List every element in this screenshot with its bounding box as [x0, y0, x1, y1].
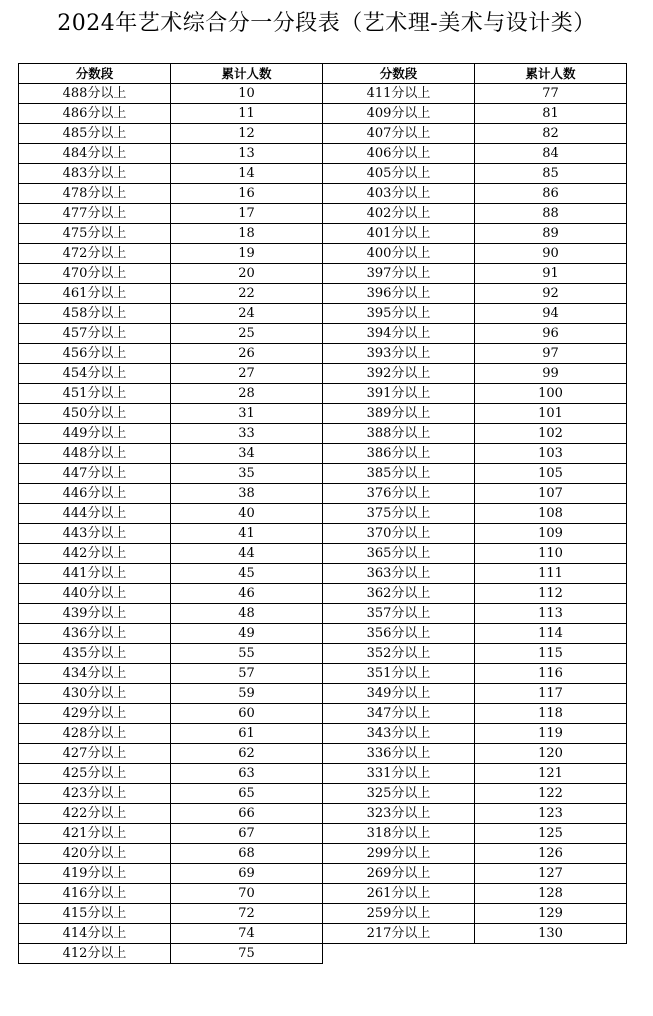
- table-row: [19, 564, 323, 584]
- cumulative-count-cell: 33: [171, 424, 323, 444]
- cumulative-count-cell: 108: [475, 504, 627, 524]
- cumulative-count-cell: 102: [475, 424, 627, 444]
- cumulative-count-cell: 81: [475, 104, 627, 124]
- score-range-cell: 397分以上: [323, 264, 475, 284]
- score-range-cell: 442分以上: [19, 544, 171, 564]
- table-row: [19, 864, 323, 884]
- score-range-cell: 261分以上: [323, 884, 475, 904]
- score-range-cell: 391分以上: [323, 384, 475, 404]
- table-row: [323, 224, 627, 244]
- table-row: [19, 744, 323, 764]
- cumulative-count-cell: 105: [475, 464, 627, 484]
- cumulative-count-cell: 72: [171, 904, 323, 924]
- table-row: [323, 124, 627, 144]
- cumulative-count-cell: 26: [171, 344, 323, 364]
- score-range-cell: 394分以上: [323, 324, 475, 344]
- table-row: [19, 164, 323, 184]
- table-row: [19, 304, 323, 324]
- table-row: [323, 904, 627, 924]
- cumulative-count-cell: 122: [475, 784, 627, 804]
- table-row: [19, 724, 323, 744]
- cumulative-count-cell: 48: [171, 604, 323, 624]
- score-range-cell: 407分以上: [323, 124, 475, 144]
- cumulative-count-cell: 92: [475, 284, 627, 304]
- cumulative-count-cell: 109: [475, 524, 627, 544]
- cumulative-count-cell: 90: [475, 244, 627, 264]
- cumulative-count-cell: 88: [475, 204, 627, 224]
- table-row: [19, 104, 323, 124]
- score-range-cell: 406分以上: [323, 144, 475, 164]
- cumulative-count-cell: 110: [475, 544, 627, 564]
- header-score-range: 分数段: [323, 64, 475, 84]
- table-row: [19, 844, 323, 864]
- table-row: [19, 424, 323, 444]
- score-range-cell: 423分以上: [19, 784, 171, 804]
- table-row: [323, 504, 627, 524]
- score-range-cell: 441分以上: [19, 564, 171, 584]
- table-row: [19, 324, 323, 344]
- table-row: [323, 244, 627, 264]
- table-row: [323, 384, 627, 404]
- score-table-right: [322, 63, 627, 944]
- table-row: [19, 184, 323, 204]
- cumulative-count-cell: 18: [171, 224, 323, 244]
- header-cumulative-count: 累计人数: [475, 64, 627, 84]
- cumulative-count-cell: 114: [475, 624, 627, 644]
- score-range-cell: 439分以上: [19, 604, 171, 624]
- table-row: [19, 664, 323, 684]
- table-header-row: [323, 64, 627, 84]
- cumulative-count-cell: 16: [171, 184, 323, 204]
- score-range-cell: 392分以上: [323, 364, 475, 384]
- table-row: [19, 644, 323, 664]
- table-row: [323, 304, 627, 324]
- score-range-cell: 436分以上: [19, 624, 171, 644]
- cumulative-count-cell: 100: [475, 384, 627, 404]
- cumulative-count-cell: 127: [475, 864, 627, 884]
- cumulative-count-cell: 118: [475, 704, 627, 724]
- table-row: [323, 284, 627, 304]
- table-row: [19, 444, 323, 464]
- cumulative-count-cell: 121: [475, 764, 627, 784]
- score-range-cell: 396分以上: [323, 284, 475, 304]
- table-row: [323, 484, 627, 504]
- score-range-cell: 269分以上: [323, 864, 475, 884]
- table-row: [19, 364, 323, 384]
- score-range-cell: 478分以上: [19, 184, 171, 204]
- score-range-cell: 356分以上: [323, 624, 475, 644]
- score-range-cell: 395分以上: [323, 304, 475, 324]
- score-range-cell: 444分以上: [19, 504, 171, 524]
- cumulative-count-cell: 20: [171, 264, 323, 284]
- table-row: [323, 324, 627, 344]
- table-row: [19, 524, 323, 544]
- score-range-cell: 446分以上: [19, 484, 171, 504]
- table-row: [323, 424, 627, 444]
- score-range-cell: 386分以上: [323, 444, 475, 464]
- table-row: [323, 844, 627, 864]
- cumulative-count-cell: 46: [171, 584, 323, 604]
- score-range-cell: 318分以上: [323, 824, 475, 844]
- table-row: [323, 344, 627, 364]
- score-range-cell: 323分以上: [323, 804, 475, 824]
- score-range-cell: 389分以上: [323, 404, 475, 424]
- table-row: [323, 744, 627, 764]
- cumulative-count-cell: 89: [475, 224, 627, 244]
- score-range-cell: 385分以上: [323, 464, 475, 484]
- cumulative-count-cell: 112: [475, 584, 627, 604]
- score-range-cell: 412分以上: [19, 944, 171, 964]
- table-row: [323, 184, 627, 204]
- cumulative-count-cell: 12: [171, 124, 323, 144]
- score-range-cell: 427分以上: [19, 744, 171, 764]
- table-row: [19, 384, 323, 404]
- score-range-cell: 388分以上: [323, 424, 475, 444]
- score-range-cell: 415分以上: [19, 904, 171, 924]
- cumulative-count-cell: 103: [475, 444, 627, 464]
- cumulative-count-cell: 61: [171, 724, 323, 744]
- table-body-right: [323, 84, 627, 944]
- table-row: [19, 204, 323, 224]
- table-row: [323, 804, 627, 824]
- score-table-left: [18, 63, 323, 964]
- table-row: [323, 884, 627, 904]
- score-range-cell: 357分以上: [323, 604, 475, 624]
- score-range-cell: 429分以上: [19, 704, 171, 724]
- score-range-cell: 351分以上: [323, 664, 475, 684]
- cumulative-count-cell: 55: [171, 644, 323, 664]
- cumulative-count-cell: 22: [171, 284, 323, 304]
- score-range-cell: 347分以上: [323, 704, 475, 724]
- cumulative-count-cell: 28: [171, 384, 323, 404]
- table-row: [19, 604, 323, 624]
- table-row: [323, 624, 627, 644]
- cumulative-count-cell: 129: [475, 904, 627, 924]
- score-range-cell: 422分以上: [19, 804, 171, 824]
- cumulative-count-cell: 70: [171, 884, 323, 904]
- score-range-cell: 472分以上: [19, 244, 171, 264]
- score-range-cell: 447分以上: [19, 464, 171, 484]
- score-range-cell: 449分以上: [19, 424, 171, 444]
- table-row: [19, 224, 323, 244]
- score-range-cell: 440分以上: [19, 584, 171, 604]
- cumulative-count-cell: 125: [475, 824, 627, 844]
- table-row: [323, 824, 627, 844]
- table-row: [19, 464, 323, 484]
- table-row: [323, 84, 627, 104]
- cumulative-count-cell: 96: [475, 324, 627, 344]
- table-row: [19, 624, 323, 644]
- score-range-cell: 375分以上: [323, 504, 475, 524]
- score-range-cell: 411分以上: [323, 84, 475, 104]
- score-range-cell: 454分以上: [19, 364, 171, 384]
- cumulative-count-cell: 38: [171, 484, 323, 504]
- cumulative-count-cell: 10: [171, 84, 323, 104]
- cumulative-count-cell: 107: [475, 484, 627, 504]
- cumulative-count-cell: 115: [475, 644, 627, 664]
- score-range-cell: 376分以上: [323, 484, 475, 504]
- table-row: [323, 764, 627, 784]
- table-row: [19, 344, 323, 364]
- table-row: [323, 704, 627, 724]
- table-row: [19, 924, 323, 944]
- score-range-cell: 420分以上: [19, 844, 171, 864]
- table-row: [323, 464, 627, 484]
- score-range-cell: 428分以上: [19, 724, 171, 744]
- cumulative-count-cell: 77: [475, 84, 627, 104]
- table-row: [323, 444, 627, 464]
- table-row: [19, 244, 323, 264]
- score-range-cell: 419分以上: [19, 864, 171, 884]
- cumulative-count-cell: 130: [475, 924, 627, 944]
- score-range-cell: 421分以上: [19, 824, 171, 844]
- score-range-cell: 393分以上: [323, 344, 475, 364]
- cumulative-count-cell: 65: [171, 784, 323, 804]
- score-range-cell: 488分以上: [19, 84, 171, 104]
- score-range-cell: 409分以上: [323, 104, 475, 124]
- cumulative-count-cell: 69: [171, 864, 323, 884]
- score-range-cell: 362分以上: [323, 584, 475, 604]
- cumulative-count-cell: 85: [475, 164, 627, 184]
- score-range-cell: 402分以上: [323, 204, 475, 224]
- cumulative-count-cell: 31: [171, 404, 323, 424]
- table-row: [19, 284, 323, 304]
- score-range-cell: 400分以上: [323, 244, 475, 264]
- cumulative-count-cell: 66: [171, 804, 323, 824]
- table-row: [323, 864, 627, 884]
- table-row: [19, 764, 323, 784]
- cumulative-count-cell: 82: [475, 124, 627, 144]
- score-range-cell: 443分以上: [19, 524, 171, 544]
- cumulative-count-cell: 117: [475, 684, 627, 704]
- score-range-cell: 336分以上: [323, 744, 475, 764]
- table-row: [323, 564, 627, 584]
- cumulative-count-cell: 60: [171, 704, 323, 724]
- cumulative-count-cell: 45: [171, 564, 323, 584]
- cumulative-count-cell: 68: [171, 844, 323, 864]
- score-range-cell: 461分以上: [19, 284, 171, 304]
- table-row: [323, 724, 627, 744]
- cumulative-count-cell: 44: [171, 544, 323, 564]
- table-row: [19, 804, 323, 824]
- page-title: 2024年艺术综合分一分段表（艺术理-美术与设计类）: [57, 11, 596, 36]
- score-range-cell: 343分以上: [323, 724, 475, 744]
- score-range-cell: 259分以上: [323, 904, 475, 924]
- table-row: [323, 784, 627, 804]
- score-range-cell: 217分以上: [323, 924, 475, 944]
- score-range-cell: 414分以上: [19, 924, 171, 944]
- score-range-cell: 325分以上: [323, 784, 475, 804]
- cumulative-count-cell: 11: [171, 104, 323, 124]
- score-range-cell: 485分以上: [19, 124, 171, 144]
- score-range-cell: 405分以上: [323, 164, 475, 184]
- header-cumulative-count: 累计人数: [171, 64, 323, 84]
- score-range-cell: 456分以上: [19, 344, 171, 364]
- score-range-cell: 486分以上: [19, 104, 171, 124]
- table-row: [19, 264, 323, 284]
- table-row: [19, 824, 323, 844]
- cumulative-count-cell: 59: [171, 684, 323, 704]
- table-row: [323, 164, 627, 184]
- cumulative-count-cell: 75: [171, 944, 323, 964]
- cumulative-count-cell: 97: [475, 344, 627, 364]
- table-row: [19, 544, 323, 564]
- score-range-cell: 448分以上: [19, 444, 171, 464]
- table-row: [323, 404, 627, 424]
- score-range-cell: 457分以上: [19, 324, 171, 344]
- cumulative-count-cell: 63: [171, 764, 323, 784]
- table-row: [19, 144, 323, 164]
- cumulative-count-cell: 49: [171, 624, 323, 644]
- cumulative-count-cell: 57: [171, 664, 323, 684]
- score-range-cell: 352分以上: [323, 644, 475, 664]
- score-range-cell: 370分以上: [323, 524, 475, 544]
- cumulative-count-cell: 34: [171, 444, 323, 464]
- table-row: [323, 584, 627, 604]
- score-range-cell: 425分以上: [19, 764, 171, 784]
- score-range-cell: 450分以上: [19, 404, 171, 424]
- cumulative-count-cell: 24: [171, 304, 323, 324]
- cumulative-count-cell: 84: [475, 144, 627, 164]
- table-row: [323, 644, 627, 664]
- table-row: [19, 704, 323, 724]
- score-range-cell: 458分以上: [19, 304, 171, 324]
- score-range-cell: 435分以上: [19, 644, 171, 664]
- score-range-cell: 470分以上: [19, 264, 171, 284]
- cumulative-count-cell: 13: [171, 144, 323, 164]
- table-row: [19, 404, 323, 424]
- score-range-cell: 416分以上: [19, 884, 171, 904]
- cumulative-count-cell: 119: [475, 724, 627, 744]
- cumulative-count-cell: 17: [171, 204, 323, 224]
- table-header-row: [19, 64, 323, 84]
- table-row: [323, 664, 627, 684]
- cumulative-count-cell: 128: [475, 884, 627, 904]
- score-range-cell: 363分以上: [323, 564, 475, 584]
- score-range-cell: 451分以上: [19, 384, 171, 404]
- table-row: [19, 784, 323, 804]
- score-range-cell: 475分以上: [19, 224, 171, 244]
- table-row: [19, 504, 323, 524]
- cumulative-count-cell: 101: [475, 404, 627, 424]
- score-range-cell: 484分以上: [19, 144, 171, 164]
- cumulative-count-cell: 113: [475, 604, 627, 624]
- table-row: [323, 364, 627, 384]
- cumulative-count-cell: 74: [171, 924, 323, 944]
- cumulative-count-cell: 19: [171, 244, 323, 264]
- score-range-cell: 299分以上: [323, 844, 475, 864]
- cumulative-count-cell: 123: [475, 804, 627, 824]
- score-range-cell: 349分以上: [323, 684, 475, 704]
- score-range-cell: 483分以上: [19, 164, 171, 184]
- cumulative-count-cell: 91: [475, 264, 627, 284]
- cumulative-count-cell: 99: [475, 364, 627, 384]
- cumulative-count-cell: 41: [171, 524, 323, 544]
- table-row: [323, 144, 627, 164]
- table-row: [19, 944, 323, 964]
- score-range-cell: 434分以上: [19, 664, 171, 684]
- table-body-left: [19, 84, 323, 964]
- score-range-cell: 401分以上: [323, 224, 475, 244]
- table-row: [323, 264, 627, 284]
- table-row: [19, 584, 323, 604]
- table-row: [19, 904, 323, 924]
- cumulative-count-cell: 86: [475, 184, 627, 204]
- cumulative-count-cell: 62: [171, 744, 323, 764]
- table-row: [323, 684, 627, 704]
- table-row: [19, 684, 323, 704]
- table-row: [19, 124, 323, 144]
- cumulative-count-cell: 116: [475, 664, 627, 684]
- cumulative-count-cell: 14: [171, 164, 323, 184]
- cumulative-count-cell: 120: [475, 744, 627, 764]
- table-row: [19, 84, 323, 104]
- table-row: [323, 604, 627, 624]
- cumulative-count-cell: 126: [475, 844, 627, 864]
- table-row: [323, 524, 627, 544]
- score-range-cell: 430分以上: [19, 684, 171, 704]
- score-range-cell: 477分以上: [19, 204, 171, 224]
- score-range-cell: 365分以上: [323, 544, 475, 564]
- cumulative-count-cell: 67: [171, 824, 323, 844]
- table-row: [323, 544, 627, 564]
- score-range-cell: 403分以上: [323, 184, 475, 204]
- cumulative-count-cell: 35: [171, 464, 323, 484]
- cumulative-count-cell: 111: [475, 564, 627, 584]
- table-row: [323, 204, 627, 224]
- table-row: [323, 924, 627, 944]
- table-row: [19, 484, 323, 504]
- score-range-cell: 331分以上: [323, 764, 475, 784]
- cumulative-count-cell: 27: [171, 364, 323, 384]
- table-row: [323, 104, 627, 124]
- cumulative-count-cell: 40: [171, 504, 323, 524]
- cumulative-count-cell: 25: [171, 324, 323, 344]
- cumulative-count-cell: 94: [475, 304, 627, 324]
- table-row: [19, 884, 323, 904]
- header-score-range: 分数段: [19, 64, 171, 84]
